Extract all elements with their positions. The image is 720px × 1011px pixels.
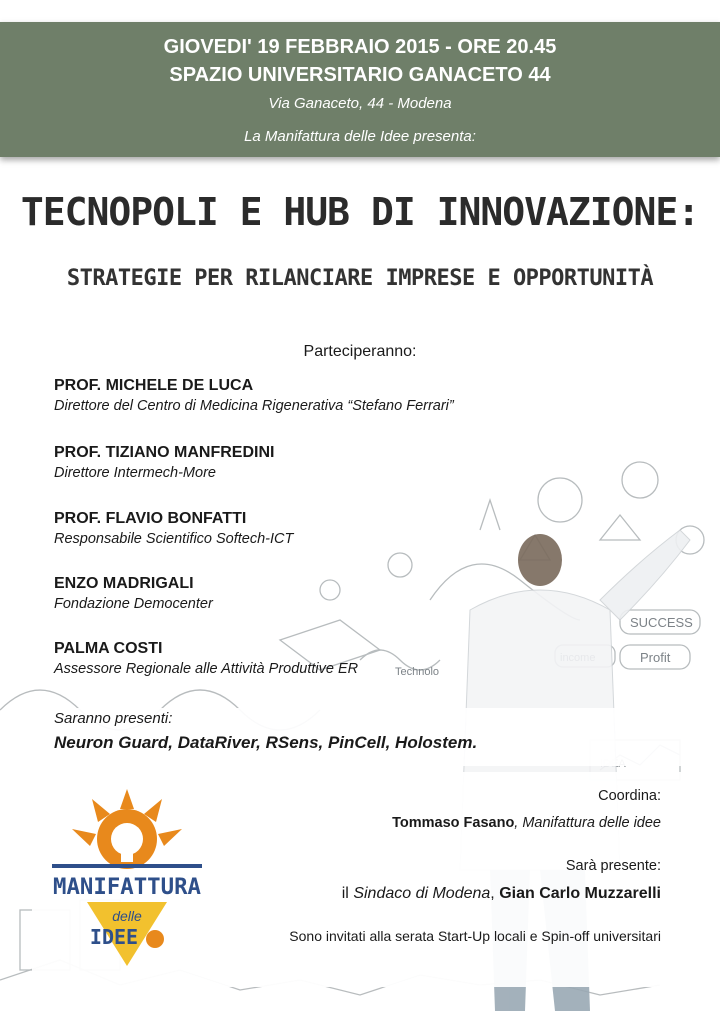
- presenter-line: La Manifattura delle Idee presenta:: [244, 128, 476, 145]
- speaker-item: [54, 510, 293, 547]
- speaker-name: PROF. FLAVIO BONFATTI: [54, 510, 247, 527]
- speaker-item: [54, 444, 274, 481]
- speaker-item: [54, 575, 213, 612]
- event-address: Via Ganaceto, 44 - Modena: [268, 95, 452, 112]
- guest-label: Sarà presente:: [565, 858, 661, 874]
- speaker-role: Direttore Intermech-More: [54, 465, 216, 481]
- guest-sep: ,: [490, 885, 500, 902]
- speaker-role: Fondazione Democenter: [54, 596, 213, 612]
- logo-word-delle: delle: [112, 908, 142, 924]
- companies-present-box: [32, 708, 687, 766]
- participants-heading: Parteciperanno:: [303, 343, 417, 360]
- speaker-role: Direttore del Centro di Medicina Rigenerativa “Stefano Ferrari”: [54, 398, 454, 414]
- event-title: TECNOPOLI E HUB DI INNOVAZIONE:: [20, 190, 700, 234]
- manifattura-delle-idee-logo: [52, 784, 202, 974]
- footer-info-box: [32, 772, 687, 987]
- guest-name: Gian Carlo Muzzarelli: [499, 885, 661, 902]
- logo-word-manifattura: MANIFATTURA: [53, 875, 201, 900]
- speaker-name: PROF. TIZIANO MANFREDINI: [54, 444, 275, 461]
- coordinator-affiliation: , Manifattura delle idee: [514, 815, 661, 831]
- doodle-technology-label: Technolo: [395, 666, 440, 678]
- event-subtitle: STRATEGIE PER RILANCIARE IMPRESE E OPPORTUNITÀ: [66, 266, 654, 291]
- companies-list: Neuron Guard, DataRiver, RSens, PinCell, Holostem.: [54, 733, 478, 752]
- coordination-line: [392, 815, 661, 831]
- coordination-label: Coordina:: [598, 788, 661, 804]
- guest-prefix: il: [341, 885, 354, 902]
- speaker-item: [54, 640, 358, 677]
- doodle-success-label: SUCCESS: [630, 615, 693, 630]
- speaker-name: PALMA COSTI: [54, 640, 163, 657]
- doodle-profit-label: Profit: [640, 650, 671, 665]
- speaker-name: ENZO MADRIGALI: [54, 575, 194, 592]
- event-date-time: GIOVEDI' 19 FEBBRAIO 2015 - ORE 20.45: [163, 36, 557, 58]
- speaker-role: Responsabile Scientifico Softech-ICT: [54, 531, 294, 547]
- guest-line: [342, 885, 661, 903]
- logo-word-idee: IDEE: [89, 925, 139, 949]
- speaker-role: Assessore Regionale alle Attività Produttive ER: [54, 661, 359, 677]
- speaker-name: PROF. MICHELE DE LUCA: [54, 377, 254, 394]
- coordinator-name: Tommaso Fasano: [392, 815, 515, 831]
- event-venue: SPAZIO UNIVERSITARIO GANACETO 44: [169, 64, 551, 86]
- invite-line: Sono invitati alla serata Start-Up locali e Spin-off universitari: [289, 928, 661, 944]
- event-header-banner: [0, 22, 720, 157]
- speaker-item: [54, 377, 454, 414]
- guest-title: Sindaco di Modena: [353, 885, 491, 902]
- companies-present-label: Saranno presenti:: [54, 710, 173, 727]
